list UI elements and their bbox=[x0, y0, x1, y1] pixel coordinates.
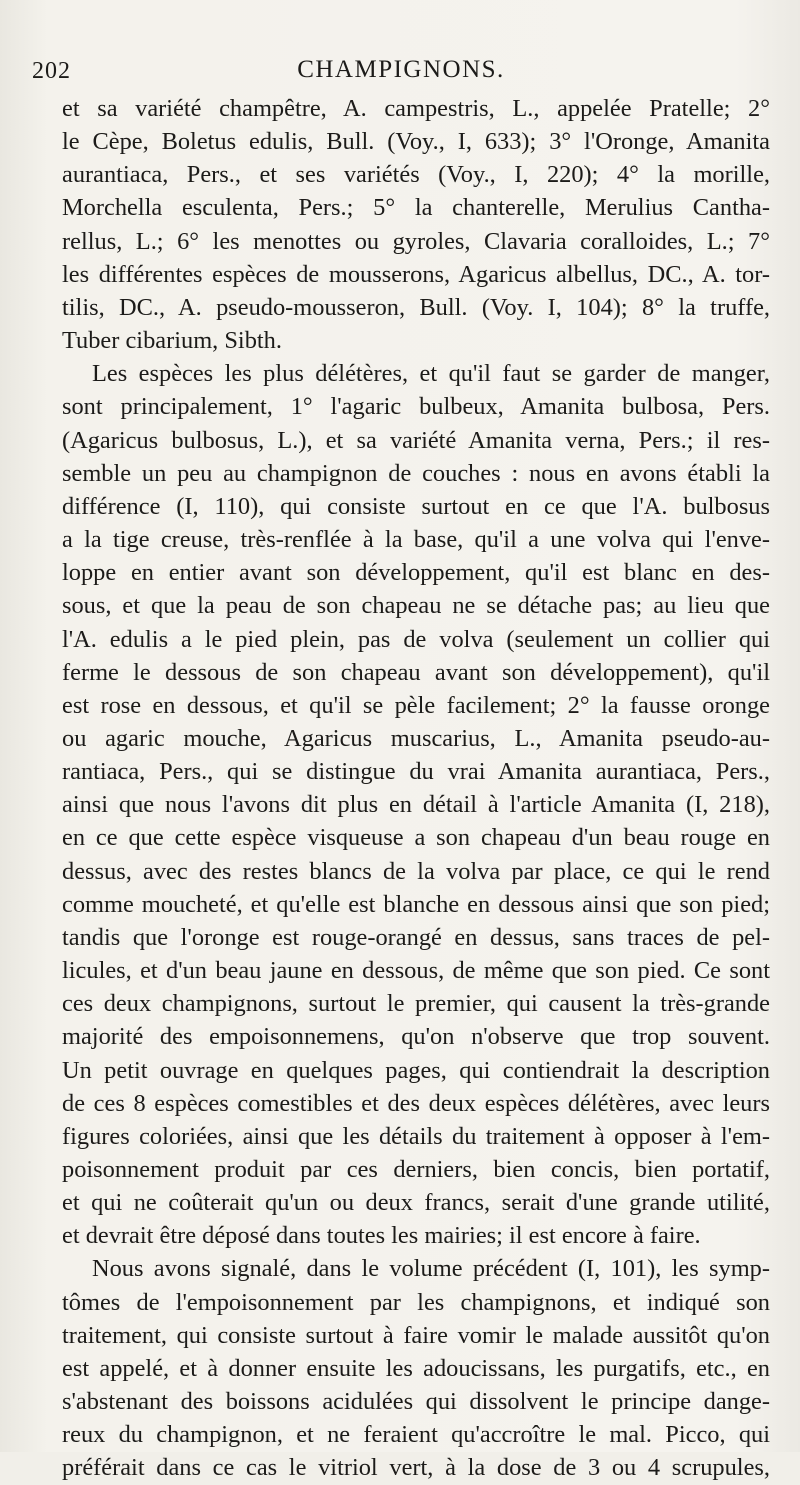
text-line: sont principalement, 1° l'agaric bulbeux, Amanita bulbosa, Pers. bbox=[62, 393, 770, 421]
text-line: est rose en dessous, et qu'il se pèle facilement; 2° la fausse oronge bbox=[62, 691, 770, 719]
text-line: dessus, avec des restes blancs de la volva par place, ce qui le rend bbox=[62, 857, 770, 885]
text-line: aurantiaca, Pers., et ses variétés (Voy., I, 220); 4° la morille, bbox=[62, 161, 770, 189]
text-line: les différentes espèces de mousserons, Agaricus albellus, DC., A. tor- bbox=[62, 260, 770, 288]
text-line: tandis que l'oronge est rouge-orangé en dessus, sans traces de pel- bbox=[62, 923, 770, 951]
running-title: CHAMPIGNONS. bbox=[297, 56, 505, 83]
text-line: Tuber cibarium, Sibth. bbox=[62, 327, 282, 355]
text-line: ferme le dessous de son chapeau avant son développement), qu'il bbox=[62, 658, 770, 686]
page-header bbox=[32, 52, 770, 92]
text-line: loppe en entier avant son développement, qu'il est blanc en des- bbox=[62, 559, 770, 587]
text-line: de ces 8 espèces comestibles et des deux espèces délétères, avec leurs bbox=[62, 1089, 770, 1117]
text-line: et devrait être déposé dans toutes les mairies; il est encore à faire. bbox=[62, 1222, 701, 1250]
text-line: semble un peu au champignon de couches : nous en avons établi la bbox=[62, 459, 770, 487]
text-line: s'abstenant des boissons acidulées qui dissolvent le principe dange- bbox=[62, 1388, 770, 1416]
text-line: figures coloriées, ainsi que les détails du traitement à opposer à l'em- bbox=[62, 1122, 770, 1150]
text-line: (Agaricus bulbosus, L.), et sa variété Amanita verna, Pers.; il res- bbox=[62, 426, 770, 454]
text-line: Nous avons signalé, dans le volume précédent (I, 101), les symp- bbox=[92, 1255, 770, 1283]
text-line: rellus, L.; 6° les menottes ou gyroles, Clavaria coralloides, L.; 7° bbox=[62, 227, 770, 255]
text-line: ces deux champignons, surtout le premier, qui causent la très-grande bbox=[62, 990, 770, 1018]
text-line: comme moucheté, et qu'elle est blanche en dessous ainsi que son pied; bbox=[62, 890, 770, 918]
text-line: tômes de l'empoisonnement par les champignons, et indiqué son bbox=[62, 1288, 770, 1316]
text-line: Un petit ouvrage en quelques pages, qui contiendrait la description bbox=[62, 1056, 770, 1084]
text-line: ou agaric mouche, Agaricus muscarius, L., Amanita pseudo-au- bbox=[62, 724, 770, 752]
text-line: ainsi que nous l'avons dit plus en détail à l'article Amanita (I, 218), bbox=[62, 791, 770, 819]
text-line: le Cèpe, Boletus edulis, Bull. (Voy., I, 633); 3° l'Oronge, Amanita bbox=[62, 128, 770, 156]
text-line: Morchella esculenta, Pers.; 5° la chanterelle, Merulius Cantha- bbox=[62, 194, 770, 222]
body-text bbox=[62, 92, 770, 1485]
text-line: préférait dans ce cas le vitriol vert, à la dose de 3 ou 4 scrupules, bbox=[62, 1454, 770, 1482]
text-line: poisonnement produit par ces derniers, bien concis, bien portatif, bbox=[62, 1156, 770, 1183]
text-line: et sa variété champêtre, A. campestris, L., appelée Pratelle; 2° bbox=[62, 95, 770, 122]
text-line: en ce que cette espèce visqueuse a son chapeau d'un beau rouge en bbox=[62, 824, 770, 852]
text-line: a la tige creuse, très-renflée à la base, qu'il a une volva qui l'enve- bbox=[62, 526, 770, 554]
text-line: différence (I, 110), qui consiste surtout en ce que l'A. bulbosus bbox=[62, 492, 770, 520]
text-line: tilis, DC., A. pseudo-mousseron, Bull. (Voy. I, 104); 8° la truffe, bbox=[62, 293, 770, 321]
text-line: licules, et d'un beau jaune en dessous, de même que son pied. Ce sont bbox=[62, 957, 770, 985]
text-line: majorité des empoisonnemens, qu'on n'observe que trop souvent. bbox=[62, 1023, 770, 1051]
text-line: sous, et que la peau de son chapeau ne se détache pas; au lieu que bbox=[62, 592, 770, 620]
text-line: reux du champignon, et ne feraient qu'accroître le mal. Picco, qui bbox=[62, 1421, 770, 1449]
text-line: et qui ne coûterait qu'un ou deux francs, serait d'une grande utilité, bbox=[62, 1189, 770, 1217]
text-line: rantiaca, Pers., qui se distingue du vrai Amanita aurantiaca, Pers., bbox=[62, 758, 770, 786]
text-line: Les espèces les plus délétères, et qu'il faut se garder de manger, bbox=[92, 360, 770, 388]
page-number: 202 bbox=[32, 58, 71, 84]
text-line: l'A. edulis a le pied plein, pas de volva (seulement un collier qui bbox=[62, 625, 770, 653]
text-line: est appelé, et à donner ensuite les adoucissans, les purgatifs, etc., en bbox=[62, 1354, 770, 1382]
text-line: traitement, qui consiste surtout à faire vomir le malade aussitôt qu'on bbox=[62, 1321, 770, 1349]
